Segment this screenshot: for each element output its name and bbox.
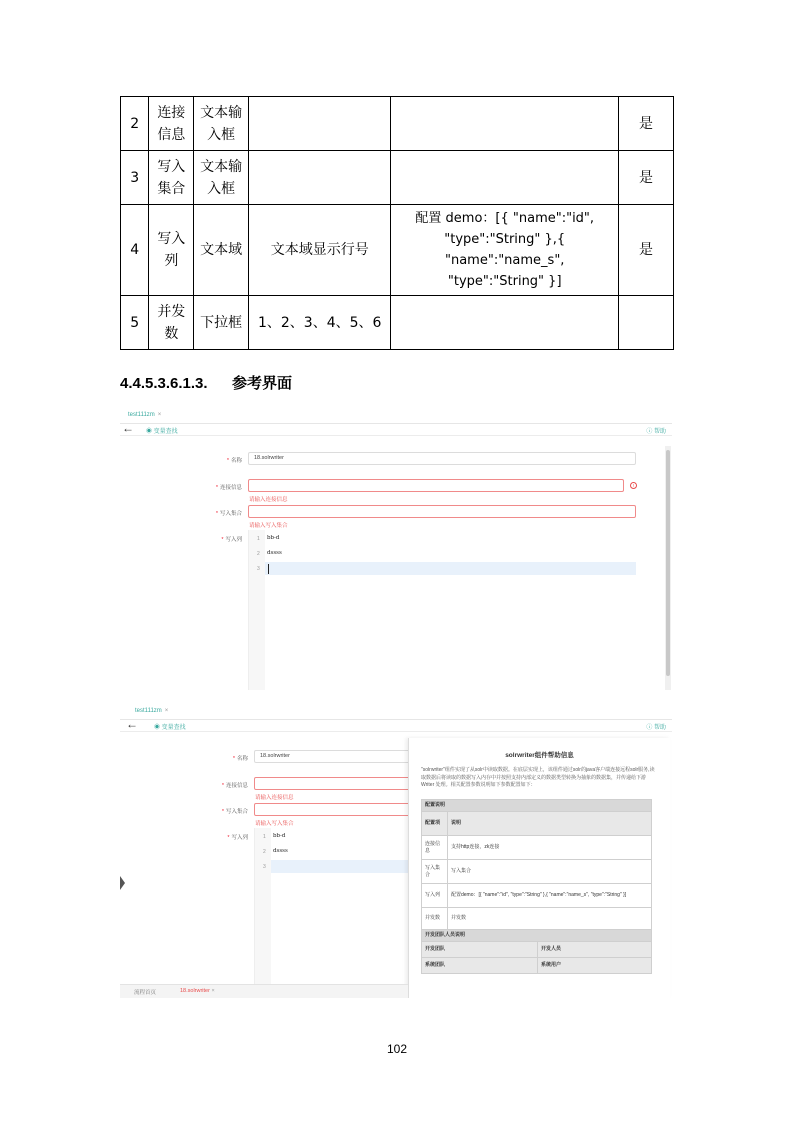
connection-error: 请输入连接信息 [249,497,288,503]
row-config: 配置 demo：[{ "name":"id", "type":"String" },{ "name":"name_s", "type":"String" }] [391,205,619,296]
collection-input[interactable] [254,803,414,816]
eye-icon: ◉ [146,429,154,435]
line-number: 1 [257,536,260,542]
name-label: * 名称 [232,756,248,762]
collection-error: 请输入写入集合 [249,523,288,529]
table-row [121,296,674,350]
config-item: 写入集合 [422,860,448,884]
name-label: * 名称 [226,458,242,464]
row-name: 写入集合 [149,151,194,205]
team-col2-header: 开发人员 [538,942,652,958]
tab-bar [120,410,672,424]
help-button[interactable]: ⓘ 帮助 [646,725,666,731]
line-number: 2 [263,849,266,855]
row-type: 文本输入框 [194,97,249,151]
connection-input[interactable] [254,777,414,790]
back-arrow-icon[interactable]: ← [126,717,138,731]
close-icon[interactable]: × [164,708,169,714]
scrollbar[interactable] [665,446,671,690]
help-panel-description: "solrwriter"组件实现了从solr中读取数据。在底层实现上，该组件通过solr的java客户端连接远程solr服务,读取数据后将读取的数据写入内存中并按照支持内部定义的数据类型转换为抽象的数据集，并传递给下游 Writer 处理。相关配置参数说明如下参数配置如下： [421,767,655,788]
row-type: 文本输入框 [194,151,249,205]
variable-search-button[interactable]: ◉ 变量查找 [154,725,186,731]
config-item: 连接信息 [422,836,448,860]
bottom-tab-bar [120,984,408,998]
columns-label: * 写入列 [227,835,248,841]
row-config [391,296,619,350]
help-panel [408,738,670,998]
row-name: 并发数 [149,296,194,350]
tab-test111zm[interactable]: test111zm × [128,412,162,418]
row-desc: 1、2、3、4、5、6 [249,296,391,350]
bottom-tab-home[interactable]: 流程首页 [134,990,157,996]
connection-label: * 连接信息 [215,485,242,491]
connection-error: 请输入连接信息 [255,795,294,801]
row-no: 3 [121,151,149,205]
scroll-thumb[interactable] [666,450,670,676]
name-input[interactable]: 18.solrwriter [248,452,636,465]
help-icon: ⓘ [646,725,654,731]
name-input[interactable]: 18.solrwriter [254,750,414,763]
close-icon[interactable]: × [157,412,162,418]
page-number: 102 [386,1042,408,1056]
row-desc [249,151,391,205]
help-panel-title: solrwriter组件帮助信息 [505,752,574,759]
line-number: 1 [263,834,266,840]
tab-test111zm[interactable]: test111zm × [135,708,169,714]
row-config [391,97,619,151]
row-type: 下拉框 [194,296,249,350]
row-required: 是 [619,151,674,205]
config-desc: 配置demo：[{ "name":"id", "type":"String" },{ "name":"name_s", "type":"String" }] [448,884,652,908]
columns-editor[interactable] [248,530,636,690]
line-number: 3 [257,566,260,572]
active-line [265,562,636,575]
col-desc-header: 说明 [448,812,652,836]
row-required: 是 [619,205,674,296]
team-col1-header: 开发团队 [422,942,538,958]
table-row [121,151,674,205]
line-number: 2 [257,551,260,557]
help-button[interactable]: ⓘ 帮助 [646,429,666,435]
param-table [120,96,674,350]
row-required: 是 [619,97,674,151]
help-config-table [421,799,652,974]
table-row [121,205,674,296]
screenshot-1 [120,410,672,690]
row-name: 连接信息 [149,97,194,151]
active-line [271,860,414,873]
table-row [121,97,674,151]
code-line: dssss [267,550,282,556]
config-desc: 支持http连接，zk连接 [448,836,652,860]
team-header: 开发团队人员说明 [422,930,652,942]
team-cell: 系统团队 [422,958,538,974]
row-desc [249,97,391,151]
code-line: bb-d [273,833,286,839]
screenshot-2 [120,706,672,998]
collapse-arrow-icon[interactable] [120,876,125,890]
connection-input[interactable] [248,479,624,492]
back-arrow-icon[interactable]: ← [122,421,134,435]
config-item: 并发数 [422,908,448,930]
collection-error: 请输入写入集合 [255,821,294,827]
collection-label: * 写入集合 [215,511,242,517]
help-icon: ⓘ [646,429,654,435]
section-number: 4.4.5.3.6.1.3. [120,375,208,392]
row-name: 写入列 [149,205,194,296]
row-config [391,151,619,205]
tab-bar [120,706,672,720]
row-desc: 文本域显示行号 [249,205,391,296]
close-icon[interactable]: × [211,988,215,994]
section-title: 参考界面 [232,375,293,392]
eye-icon: ◉ [154,725,162,731]
collection-label: * 写入集合 [221,809,248,815]
section-heading [120,372,292,393]
col-item-header: 配置项 [422,812,448,836]
toolbar [120,421,672,436]
config-item: 写入列 [422,884,448,908]
row-type: 文本域 [194,205,249,296]
row-required [619,296,674,350]
config-header: 配置说明 [422,800,652,812]
connection-label: * 连接信息 [221,783,248,789]
columns-label: * 写入列 [221,537,242,543]
toolbar [120,717,672,732]
bottom-tab-solrwriter[interactable]: 18.solrwriter × [180,988,215,994]
text-cursor [268,564,269,574]
code-line: bb-d [267,535,280,541]
row-no: 2 [121,97,149,151]
row-no: 5 [121,296,149,350]
config-desc: 写入集合 [448,860,652,884]
code-line: dssss [273,848,288,854]
variable-search-button[interactable]: ◉ 变量查找 [146,429,178,435]
columns-editor[interactable] [254,828,414,984]
team-cell: 系统用户 [538,958,652,974]
line-number: 3 [263,864,266,870]
row-no: 4 [121,205,149,296]
config-desc: 并发数 [448,908,652,930]
collection-input[interactable] [248,505,636,518]
info-icon: ! [630,482,637,489]
